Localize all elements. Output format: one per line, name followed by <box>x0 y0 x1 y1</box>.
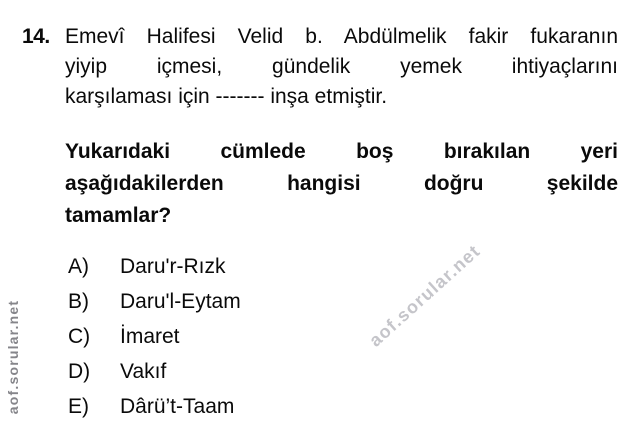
option-e <box>68 396 618 417</box>
option-a <box>68 256 618 277</box>
option-b <box>68 291 618 312</box>
option-d <box>68 361 618 382</box>
option-b-letter: B) <box>68 290 89 313</box>
question-body <box>65 22 618 431</box>
question-prompt-line-3: tamamlar? <box>65 204 172 227</box>
question-text <box>65 22 618 112</box>
option-d-text: Vakıf <box>120 360 167 383</box>
question-number: 14. <box>22 25 50 48</box>
option-c-text: İmaret <box>120 325 180 348</box>
watermark-vertical: aof.sorular.net <box>5 299 21 415</box>
option-d-letter: D) <box>68 360 91 383</box>
question-prompt <box>65 136 618 232</box>
option-c-letter: C) <box>68 325 91 348</box>
question-prompt-line-1: Yukarıdaki cümlede boş bırakılan yeri <box>65 140 618 163</box>
question-text-line-2: yiyip içmesi, gündelik yemek ihtiyaçlarını <box>65 55 618 78</box>
option-a-text: Daru'r-Rızk <box>120 255 226 278</box>
option-e-letter: E) <box>68 395 89 418</box>
options-list <box>65 256 618 417</box>
option-c <box>68 326 618 347</box>
option-b-text: Daru'l-Eytam <box>120 290 241 313</box>
option-e-text: Dârü’t-Taam <box>120 395 235 418</box>
option-a-letter: A) <box>68 255 89 278</box>
question-text-line-1: Emevî Halifesi Velid b. Abdülmelik fakir fukaranın <box>65 25 618 48</box>
question-text-line-3: karşılaması için ------- inşa etmiştir. <box>65 85 388 108</box>
question-block <box>22 22 618 431</box>
watermark-diagonal: aof.sorular.net <box>365 240 485 351</box>
question-prompt-line-2: aşağıdakilerden hangisi doğru şekilde <box>65 172 618 195</box>
